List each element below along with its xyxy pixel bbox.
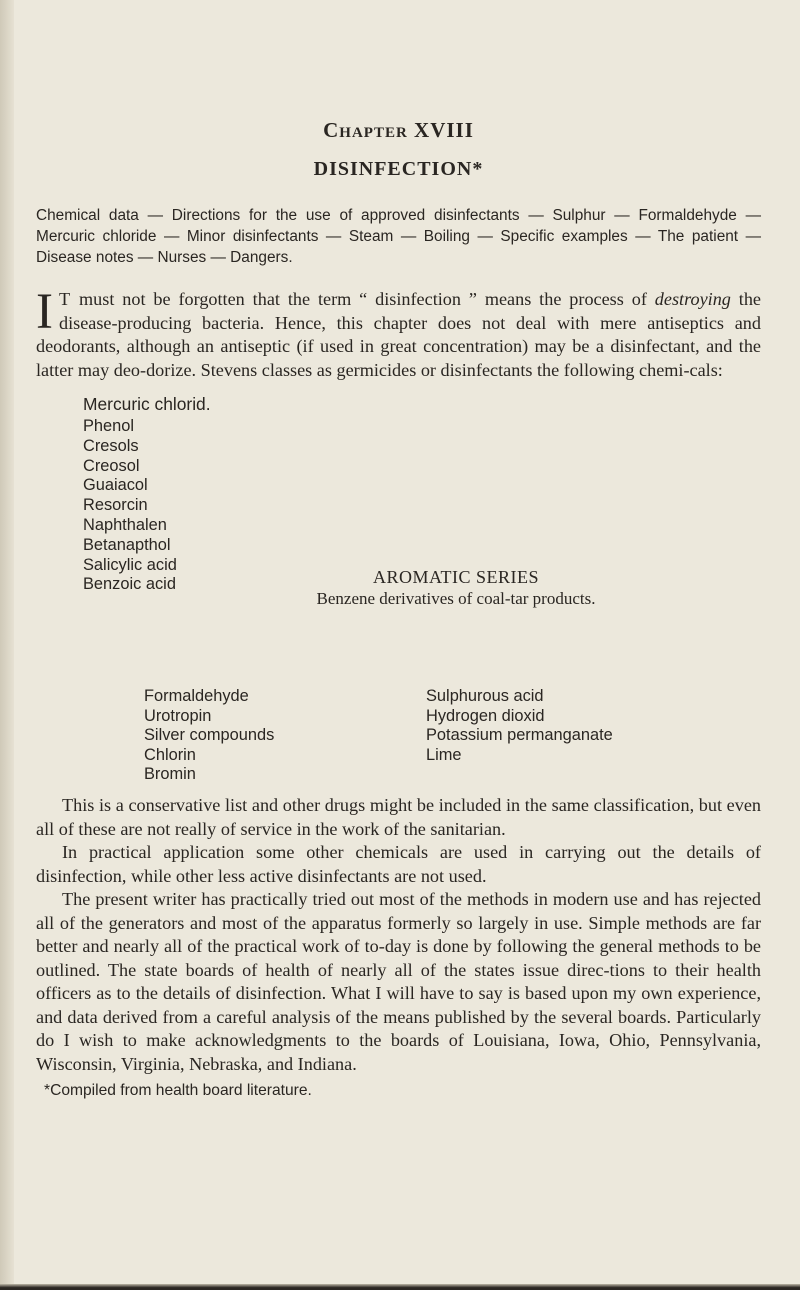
aromatic-series-label <box>286 566 626 610</box>
chemical-item: Lime <box>426 745 462 764</box>
chemical-item: Bromin <box>144 765 196 784</box>
aromatic-series-heading: AROMATIC SERIES <box>372 567 540 587</box>
chemical-item: Cresols <box>83 436 139 455</box>
chemical-item: Resorcin <box>83 496 148 515</box>
chemical-item: Creosol <box>83 456 140 475</box>
chemical-column-right <box>426 687 613 765</box>
aromatic-list <box>83 392 211 595</box>
body-paragraph: In practical application some other chemicals are used in carrying out the details of disinfection, while other less active disinfectants are not used. <box>36 842 761 886</box>
intro-paragraph <box>36 284 761 382</box>
chemical-item: Sulphurous acid <box>426 687 544 705</box>
chemical-item: Silver compounds <box>144 726 275 745</box>
chemical-item: Betanapthol <box>83 535 171 554</box>
aromatic-series-note: Benzene derivatives of coal-tar products. <box>316 589 596 608</box>
chemical-item: Mercuric chlorid. <box>83 394 211 414</box>
chemical-item: Formaldehyde <box>144 687 249 705</box>
chapter-label: Chapter XVIII <box>323 118 474 142</box>
chapter-synopsis: Chemical data — Directions for the use of approved disinfectants — Sulphur — Formaldehyde — Mercuric chloride — Minor disinfectants — Steam — Boiling — Specific examples — The patient — Disease notes — Nurses — Dangers. <box>36 207 761 266</box>
body-paragraph: The present writer has practically tried out most of the methods in modern use and has rejected all of the generators and most of the apparatus formerly so largely in use. Simple methods are far better and nearly all of the practical work of to-day is done by following the general methods to be outlined. The state boards of health of nearly all of the states issue direc-tions to their health officers as to the details of disinfection. What I will have to say is based upon my own experience, and data derived from a careful analysis of the means published by the several boards. Particularly do I wish to make acknowledgments to the boards of Louisiana, Iowa, Ohio, Pennsylvania, Wisconsin, Virginia, Nebraska, and Indiana. <box>36 889 761 1074</box>
intro-emphasis: destroying <box>654 289 731 309</box>
chemical-item: Guaiacol <box>83 476 148 495</box>
chemical-item: Phenol <box>83 417 135 435</box>
page-edge-shadow <box>0 0 14 1290</box>
chemical-item: Hydrogen dioxid <box>426 706 545 725</box>
chemical-item: Benzoic acid <box>83 575 176 594</box>
intro-rest: the disease-producing bacteria. Hence, this chapter does not deal with mere antiseptics and deodorants, although an antiseptic (if used in great concentration) may be a disinfectant, and the latter may deo-dorize. Stevens classes as germicides or disinfectants the following chemi-cals: <box>36 289 761 380</box>
drop-cap: I <box>36 284 53 340</box>
chemical-item: Salicylic acid <box>83 555 177 574</box>
page-bottom-edge <box>0 1284 800 1290</box>
chemical-item: Chlorin <box>144 745 196 764</box>
drop-cap-rest: T <box>58 289 72 309</box>
chemical-item: Urotropin <box>144 706 212 725</box>
page-content <box>36 115 761 1102</box>
footnote: *Compiled from health board literature. <box>44 1082 312 1099</box>
intro-lead: must not be forgotten that the term “ disinfection ” means the process of <box>71 289 655 309</box>
chemicals-list <box>36 392 761 782</box>
chemical-item: Potassium permanganate <box>426 726 613 745</box>
chapter-title: DISINFECTION* <box>313 158 484 180</box>
body-paragraph: This is a conservative list and other drugs might be included in the same classification, but even all of these are not really of service in the work of the sanitarian. <box>36 795 761 839</box>
chemical-item: Naphthalen <box>83 515 167 534</box>
chemical-column-left <box>144 687 274 785</box>
